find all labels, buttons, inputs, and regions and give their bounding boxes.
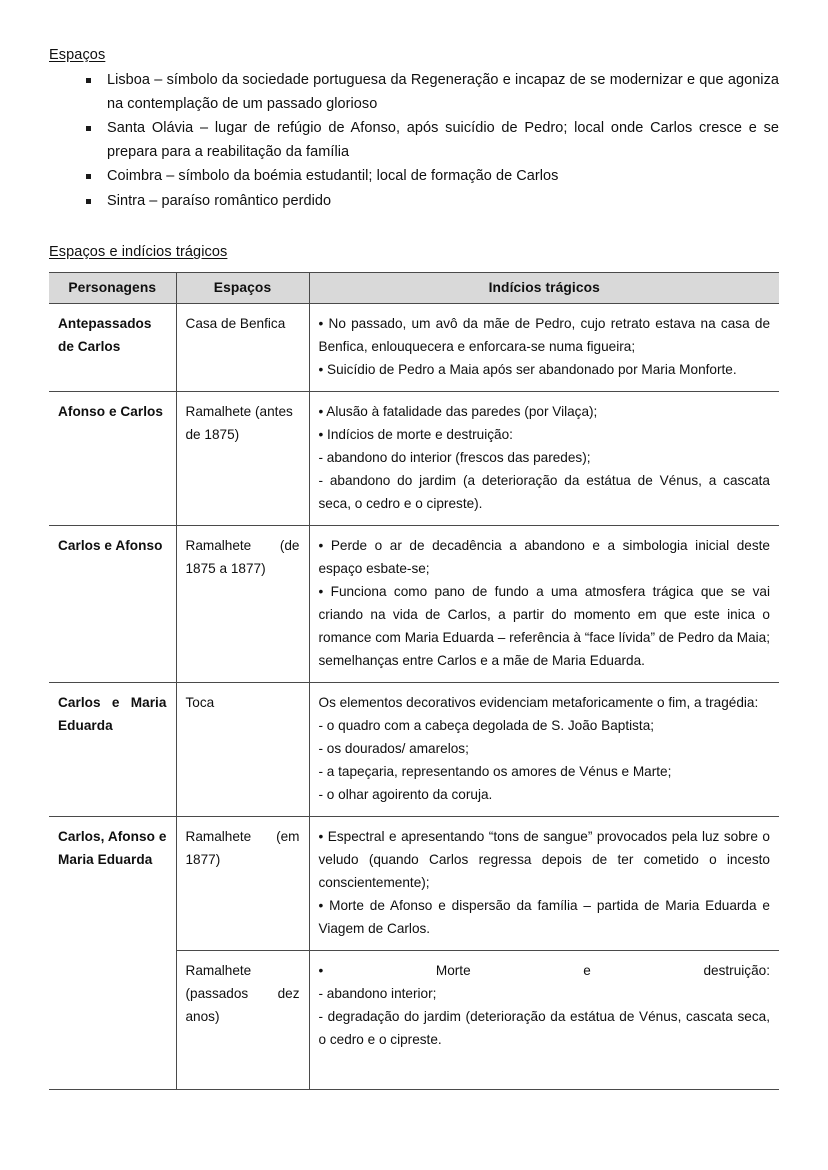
cell-indicios	[309, 526, 779, 683]
clue-line: - o olhar agoirento da coruja.	[318, 787, 493, 803]
column-header-personagens: Personagens	[49, 273, 176, 304]
table-row	[49, 817, 779, 951]
square-bullet-icon	[86, 174, 91, 179]
column-header-indicios: Indícios trágicos	[309, 273, 779, 304]
list-item-text: Lisboa – símbolo da sociedade portuguesa da Regeneração e incapaz de se modernizar e que agoniza na contemplação de um passado glorioso	[107, 72, 779, 112]
cell-indicios	[309, 304, 779, 392]
cell-personagens: Carlos, Afonso e Maria Eduarda	[49, 817, 176, 1090]
list-item-text: Coimbra – símbolo da boémia estudantil; local de formação de Carlos	[107, 168, 559, 185]
column-header-espacos: Espaços	[176, 273, 309, 304]
cell-personagens: Afonso e Carlos	[49, 392, 176, 526]
clue-line: • Morte e destruição:	[318, 963, 770, 979]
cell-espacos: Ramalhete (passados dez anos)	[176, 951, 309, 1090]
square-bullet-icon	[86, 126, 91, 131]
clue-line: • Alusão à fatalidade das paredes (por Vilaça);	[318, 404, 598, 420]
clue-line: • Indícios de morte e destruição:	[318, 427, 513, 443]
list-item-text: Santa Olávia – lugar de refúgio de Afonso, após suicídio de Pedro; local onde Carlos cresce e se prepara para a reabilitação da família	[107, 120, 779, 160]
clue-line: • Morte de Afonso e dispersão da família – partida de Maria Eduarda e Viagem de Carlos.	[318, 898, 770, 937]
table-row	[49, 683, 779, 817]
clue-line: • No passado, um avô da mãe de Pedro, cujo retrato estava na casa de Benfica, enlouquecera e enforcara-se numa figueira;	[318, 316, 770, 355]
espacos-indicios-table	[49, 272, 779, 1090]
clue-line: - os dourados/ amarelos;	[318, 741, 469, 757]
clue-line: - a tapeçaria, representando os amores de Vénus e Marte;	[318, 764, 672, 780]
clue-line: - abandono interior;	[318, 986, 437, 1002]
espacos-bullet-list	[49, 69, 779, 213]
clue-line: • Funciona como pano de fundo a uma atmosfera trágica que se vai criando na vida de Carlos, a partir do momento em que este inica o romance com Maria Eduarda – referência à “face lívida” de Pedro da Maia; semelhanças entre Carlos e a mãe de Maria Eduarda.	[318, 584, 770, 669]
cell-personagens: Antepassados de Carlos	[49, 304, 176, 392]
cell-espacos: Ramalhete (em 1877)	[176, 817, 309, 951]
clue-line: • Suicídio de Pedro a Maia após ser abandonado por Maria Monforte.	[318, 362, 737, 378]
cell-espacos: Ramalhete (de 1875 a 1877)	[176, 526, 309, 683]
page-title-espacos: Espaços	[49, 47, 106, 63]
list-item	[49, 69, 779, 116]
list-item	[49, 165, 779, 189]
table-row	[49, 392, 779, 526]
list-item-text: Sintra – paraíso romântico perdido	[107, 192, 332, 209]
cell-personagens: Carlos e Maria Eduarda	[49, 683, 176, 817]
cell-espacos: Casa de Benfica	[176, 304, 309, 392]
square-bullet-icon	[86, 199, 91, 204]
clue-line: • Espectral e apresentando “tons de sangue” provocados pela luz sobre o veludo (quando Carlos regressa depois de ter cometido o incesto conscientemente);	[318, 829, 770, 891]
table-row	[49, 526, 779, 683]
table-row	[49, 304, 779, 392]
clue-line: - abandono do jardim (a deterioração da estátua de Vénus, a cascata seca, o cedro e o cipreste).	[318, 473, 770, 512]
cell-indicios	[309, 392, 779, 526]
cell-indicios	[309, 817, 779, 951]
clue-line: - abandono do interior (frescos das paredes);	[318, 450, 591, 466]
page-title-espacos-indicios: Espaços e indícios trágicos	[49, 244, 228, 261]
clue-line: • Perde o ar de decadência a abandono e a simbologia inicial deste espaço esbate-se;	[318, 538, 770, 577]
cell-espacos: Ramalhete (antes de 1875)	[176, 392, 309, 526]
cell-espacos: Toca	[176, 683, 309, 817]
cell-indicios	[309, 951, 779, 1090]
table-header-row	[49, 273, 779, 304]
square-bullet-icon	[86, 78, 91, 83]
list-item	[49, 190, 779, 214]
clue-line: - o quadro com a cabeça degolada de S. João Baptista;	[318, 718, 655, 734]
cell-indicios	[309, 683, 779, 817]
list-item	[49, 117, 779, 164]
clue-line: Os elementos decorativos evidenciam metaforicamente o fim, a tragédia:	[318, 695, 759, 711]
clue-line: - degradação do jardim (deterioração da estátua de Vénus, cascata seca, o cedro e o cipreste.	[318, 1009, 770, 1048]
cell-personagens: Carlos e Afonso	[49, 526, 176, 683]
